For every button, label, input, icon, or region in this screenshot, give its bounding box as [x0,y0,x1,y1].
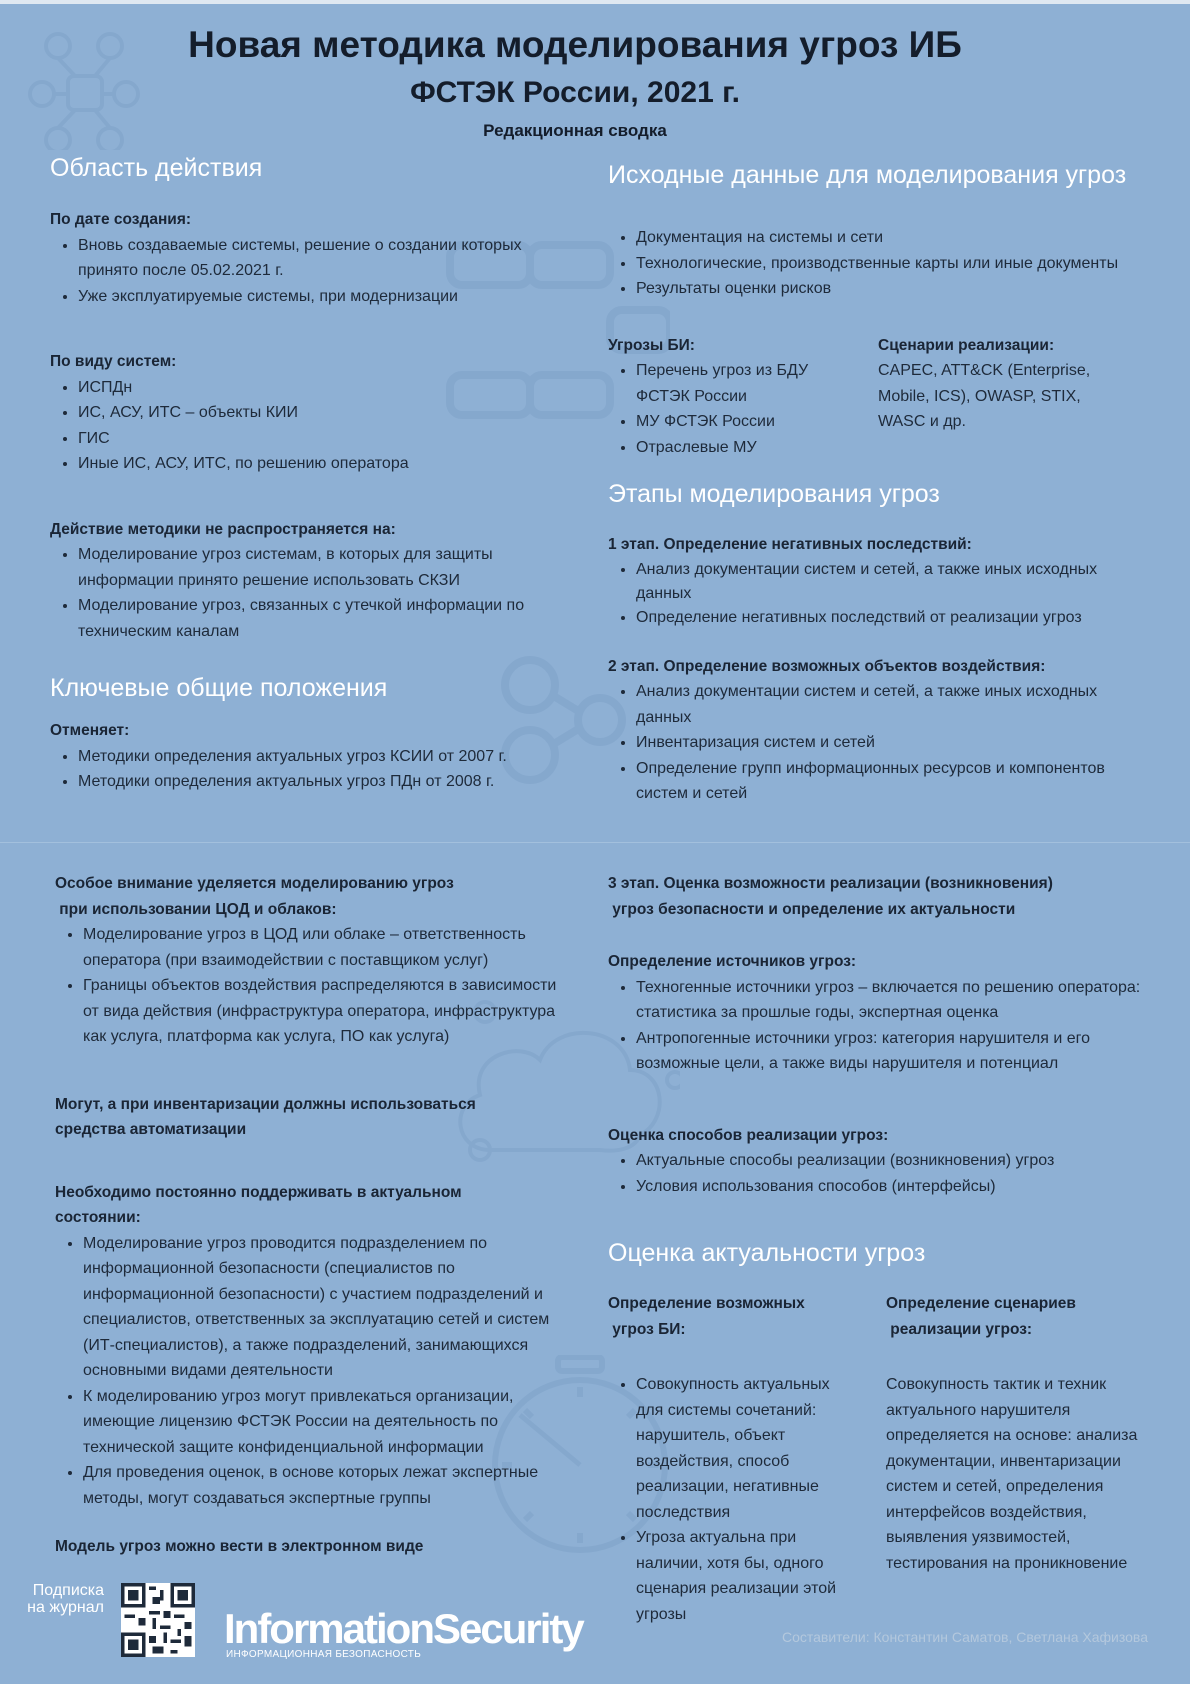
key-heading: Ключевые общие положения [50,674,388,702]
list-item: • Моделирование угроз в ЦОД или облаке – ответственность оператора (при взаимодействии с поставщиком услуг) [83,922,575,973]
list-item: • ГИС [78,426,550,452]
list-item: • Определение групп информационных ресурсов и компонентов систем и сетей [636,756,1148,807]
input-data-list [608,225,1148,302]
relevance-left-label-line1: Определение возможных [608,1295,805,1312]
relevance-left-list [608,1372,851,1627]
list-item: • Вновь создаваемые системы, решение о создании которых принято после 05.02.2021 г. [78,233,550,284]
stage3-label-line2: угроз безопасности и определение их актуальности [608,900,1016,918]
list-item: • Моделирование угроз системам, в которых для защиты информации принято решение использовать СКЗИ [78,542,550,593]
cancels-label: Отменяет: [50,722,130,739]
list-item: • Анализ документации систем и сетей, а также иных исходных данных [636,558,1148,606]
automation-note: Могут, а при инвентаризации должны использоваться средства автоматизации [55,1095,476,1138]
scope-section [50,152,550,795]
list-item: • Техногенные источники угроз – включается по решению оператора: статистика за прошлые годы, экспертная оценка [636,975,1153,1026]
list-item: • Методики определения актуальных угроз ПДн от 2008 г. [78,769,550,795]
relevance-right-label-line1: Определение сценариев [886,1295,1076,1312]
cancels-list [50,744,550,795]
scope-heading: Область действия [50,154,263,182]
section-divider [0,842,1190,843]
brand-logo[interactable]: InformationSecurity [224,1605,583,1652]
list-item: • Моделирование угроз проводится подразделением по информационной безопасности (специалистов по информационной безопасности) с участием подразделений и специалистов, ответственных за эксплуатацию сетей и систем (ИТ-специалистов), а также подразделений, занимающихся основными видами деятельности [83,1231,575,1384]
cloud-label-line2: при использовании ЦОД и облаков: [55,900,337,918]
list-item: • Границы объектов воздействия распределяются в зависимости от вида действия (инфраструктура оператора, инфраструктура как услуга, платформа как услуга, ПО как услуга) [83,973,575,1050]
list-item: • Актуальные способы реализации (возникновения) угроз [636,1148,1153,1174]
threats-label: Угрозы БИ: [608,336,695,354]
stages-heading: Этапы моделирования угроз [608,480,940,508]
maintain-label: Необходимо постоянно поддерживать в актуальном состоянии: [55,1183,462,1226]
list-item: • Антропогенные источники угроз: категория нарушителя и его возможные цели, а также виды нарушителя и потенциал [636,1026,1153,1077]
relevance-left-label-line2: угроз БИ: [608,1320,686,1338]
not-applied-list [50,542,550,644]
list-item: • Иные ИС, АСУ, ИТС, по решению оператора [78,451,550,477]
list-item: • Результаты оценки рисков [636,276,1148,302]
list-item: • Анализ документации систем и сетей, а также иных исходных данных [636,679,1148,730]
list-item: • Технологические, производственные карты или иные документы [636,251,1148,277]
list-item: • Моделирование угроз, связанных с утечкой информации по техническим каналам [78,593,550,644]
not-applied-label: Действие методики не распространяется на: [50,520,396,538]
input-data-section [608,159,1148,807]
maintain-list [55,1231,575,1512]
stage3-label-line1: 3 этап. Оценка возможности реализации (возникновения) [608,875,1053,892]
subscribe-label [22,1582,104,1616]
list-item: • Определение негативных последствий от реализации угроз [636,606,1148,630]
relevance-heading: Оценка актуальности угроз [608,1239,926,1267]
stage3-section [608,871,1153,1627]
page-subtitle: ФСТЭК России, 2021 г. [410,76,740,109]
list-item: • МУ ФСТЭК России [636,409,878,435]
relevance-right-label-line2: реализации угроз: [886,1320,1033,1338]
subscribe-line1: Подписка [32,1582,104,1599]
by-type-label: По виду систем: [50,353,177,370]
list-item: • ИСПДн [78,375,550,401]
subscribe-line2: на журнал [27,1599,104,1616]
list-item: • Инвентаризация систем и сетей [636,730,1148,756]
sources-label: Определение источников угроз: [608,953,857,970]
stage1-label: 1 этап. Определение негативных последствий: [608,536,972,553]
scenarios-text: CAPEC, ATT&CK (Enterprise, Mobile, ICS), OWASP, STIX, WASC и др. [878,362,1091,430]
list-item: • Методики определения актуальных угроз КСИИ от 2007 г. [78,744,550,770]
cloud-list [55,922,575,1050]
relevance-right-text: Совокупность тактик и техник актуального нарушителя определяется на основе: анализа документации, инвентаризации систем и сетей, определения интерфейсов воздействия, выявления уязвимостей, тестирования на проникновение [886,1376,1138,1572]
brand-subtitle: ИНФОРМАЦИОННАЯ БЕЗОПАСНОСТЬ [226,1649,422,1660]
list-item: • Уже эксплуатируемые системы, при модернизации [78,284,550,310]
stage2-label: 2 этап. Определение возможных объектов воздействия: [608,657,1046,675]
electronic-note: Модель угроз можно вести в электронном виде [55,1538,424,1555]
list-item: • Для проведения оценок, в основе которых лежат экспертные методы, могут создаваться экспертные группы [83,1460,575,1511]
methods-label: Оценка способов реализации угроз: [608,1126,889,1144]
list-item: • К моделированию угроз могут привлекаться организации, имеющие лицензию ФСТЭК России на деятельность по технической защите конфиденциальной информации [83,1384,575,1461]
sources-list [608,975,1153,1077]
threats-list [608,358,878,460]
by-date-label: По дате создания: [50,211,192,228]
stage2-list [608,679,1148,807]
methods-list [608,1148,1153,1199]
stage1-list [608,558,1148,630]
list-item: • ИС, АСУ, ИТС – объекты КИИ [78,400,550,426]
list-item: • Перечень угроз из БДУ ФСТЭК России [636,358,826,409]
page-tagline: Редакционная сводка [483,121,667,140]
list-item: • Совокупность актуальных для системы сочетаний: нарушитель, объект воздействия, способ реализации, негативные последствия [636,1372,851,1525]
list-item: • Угроза актуальна при наличии, хотя бы, одного сценария реализации этой угрозы [636,1525,851,1627]
page-title: Новая методика моделирования угроз ИБ [188,24,962,65]
list-item: • Отраслевые МУ [636,435,878,461]
credits: Составители: Константин Саматов, Светлана Хафизова [781,1629,1148,1645]
list-item: • Условия использования способов (интерфейсы) [636,1174,1153,1200]
input-data-heading: Исходные данные для моделирования угроз [608,161,1127,189]
special-section [55,871,575,1560]
scenarios-label: Сценарии реализации: [878,336,1055,354]
top-strip [0,0,1190,4]
qr-code-icon[interactable] [121,1582,195,1658]
cloud-label-line1: Особое внимание уделяется моделированию угроз [55,875,454,892]
list-item: • Документация на системы и сети [636,225,1148,251]
by-date-list [50,233,550,310]
by-type-list [50,375,550,477]
